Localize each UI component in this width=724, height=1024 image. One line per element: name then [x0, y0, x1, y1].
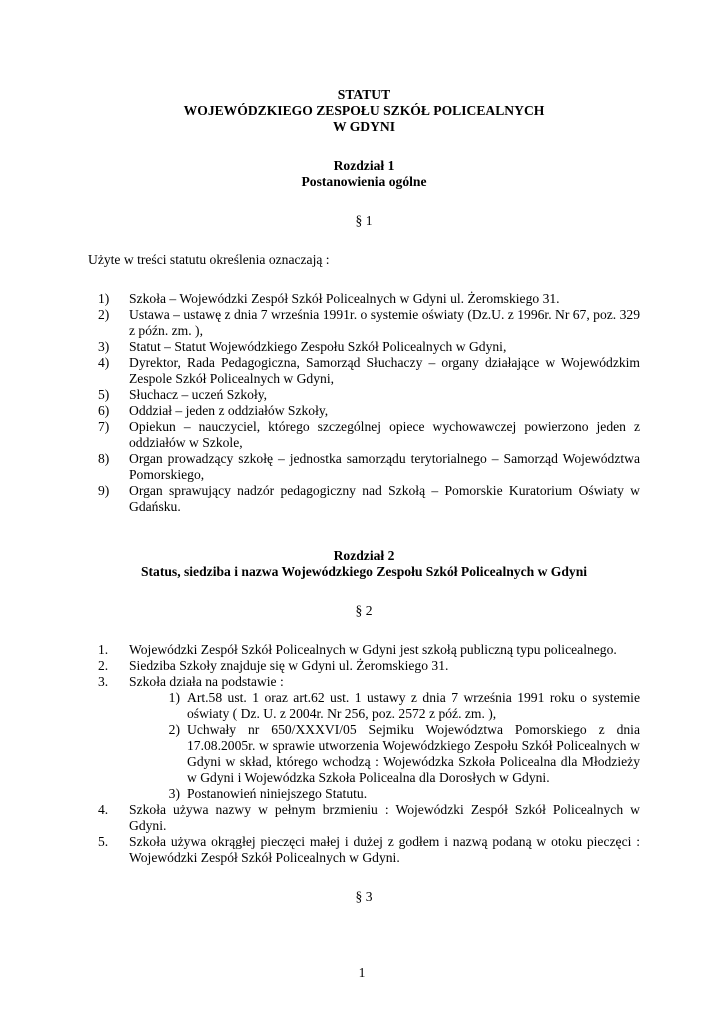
- title-line-2: WOJEWÓDZKIEGO ZESPOŁU SZKÓŁ POLICEALNYCH: [183, 103, 545, 118]
- list-item: 3) Statut – Statut Wojewódzkiego Zespołu Szkół Policealnych w Gdyni,: [98, 339, 507, 354]
- document-body: [88, 87, 640, 905]
- definitions-intro: Użyte w treści statutu określenia oznaczają :: [88, 252, 330, 267]
- list-item: 9) Organ sprawujący nadzór pedagogiczny nad Szkołą – Pomorskie Kuratorium Oświaty w Gdańsku.: [98, 483, 640, 514]
- sublist-item: 3) Postanowień niniejszego Statutu.: [168, 786, 368, 801]
- paragraph-mark-1: § 1: [355, 213, 373, 228]
- list-item: 1. Wojewódzki Zespół Szkół Policealnych w Gdyni jest szkołą publiczną typu policealnego.: [98, 642, 617, 657]
- legal-basis-sublist: [129, 690, 640, 802]
- list-item: 4) Dyrektor, Rada Pedagogiczna, Samorząd Słuchaczy – organy działające w Wojewódzkim Zespole Szkół Policealnych w Gdyni,: [98, 355, 640, 386]
- status-list: [88, 642, 640, 866]
- list-item: 1) Szkoła – Wojewódzki Zespół Szkół Policealnych w Gdyni ul. Żeromskiego 31.: [98, 291, 560, 306]
- page-number: 1: [358, 965, 366, 980]
- chapter-1-heading: Rozdział 1: [333, 158, 395, 173]
- title-line-1: STATUT: [337, 87, 391, 102]
- paragraph-mark-3: § 3: [355, 889, 373, 904]
- list-item: 5. Szkoła używa okrągłej pieczęci małej i dużej z godłem i nazwą podaną w otoku pieczęci : Wojewódzki Zespół Szkół Policealnych w Gdyni.: [98, 834, 640, 865]
- paragraph-mark-2: § 2: [355, 603, 373, 618]
- list-item: 8) Organ prowadzący szkołę – jednostka samorządu terytorialnego – Samorząd Województwa Pomorskiego,: [98, 451, 640, 482]
- list-item: 7) Opiekun – nauczyciel, którego szczególnej opiece wychowawczej powierzono jeden z oddziałów w Szkole,: [98, 419, 640, 450]
- sublist-item: 2) Uchwały nr 650/XXXVI/05 Sejmiku Województwa Pomorskiego z dnia 17.08.2005r. w sprawie utworzenia Wojewódzkiego Zespołu Szkół Policealnych w Gdyni w skład, którego wchodzą : Wojewódzka Szkoła Policealna dla Młodzieży w Gdyni i Wojewódzka Szkoła Policealna dla Dorosłych w Gdyni.: [168, 722, 640, 785]
- chapter-2-subheading: Status, siedziba i nazwa Wojewódzkiego Zespołu Szkół Policealnych w Gdyni: [140, 564, 588, 579]
- sublist-item: 1) Art.58 ust. 1 oraz art.62 ust. 1 ustawy z dnia 7 września 1991 roku o systemie oświaty ( Dz. U. z 2004r. Nr 256, poz. 2572 z póź. zm. ),: [168, 690, 640, 721]
- list-item: 2) Ustawa – ustawę z dnia 7 września 1991r. o systemie oświaty (Dz.U. z 1996r. Nr 67, poz. 329 z późn. zm. ),: [98, 307, 640, 338]
- list-item: 3. Szkoła działa na podstawie : 1) Art.58 ust. 1 oraz art.62 ust. 1 ustawy z dnia 7 września 1991 roku o systemie oświaty ( Dz. U. z 2004r. Nr 256, poz. 2572 z póź. zm. ), 2) Uchwały nr 650/XXXVI/05 Sejmiku Województwa Pomorskiego z dnia 17.08.2005r. w sprawie utworzenia Wojewódzkiego Zespołu Szkół Policealnych w Gdyni w skład, którego wchodzą : Wojewódzka Szkoła Policealna dla Młodzieży w Gdyni i Wojewódzka Szkoła Policealna dla Dorosłych w Gdyni. 3) Postanowień niniejszego Statutu.: [98, 674, 640, 801]
- definitions-list: [88, 291, 640, 515]
- list-item: 6) Oddział – jeden z oddziałów Szkoły,: [98, 403, 329, 418]
- chapter-2-heading: Rozdział 2: [333, 548, 395, 563]
- list-item: 5) Słuchacz – uczeń Szkoły,: [98, 387, 268, 402]
- chapter-1-subheading: Postanowienia ogólne: [301, 174, 427, 189]
- list-item: 2. Siedziba Szkoły znajduje się w Gdyni ul. Żeromskiego 31.: [98, 658, 449, 673]
- title-line-3: W GDYNI: [332, 119, 396, 134]
- list-item: 4. Szkoła używa nazwy w pełnym brzmieniu : Wojewódzki Zespół Szkół Policealnych w Gdyni.: [98, 802, 640, 833]
